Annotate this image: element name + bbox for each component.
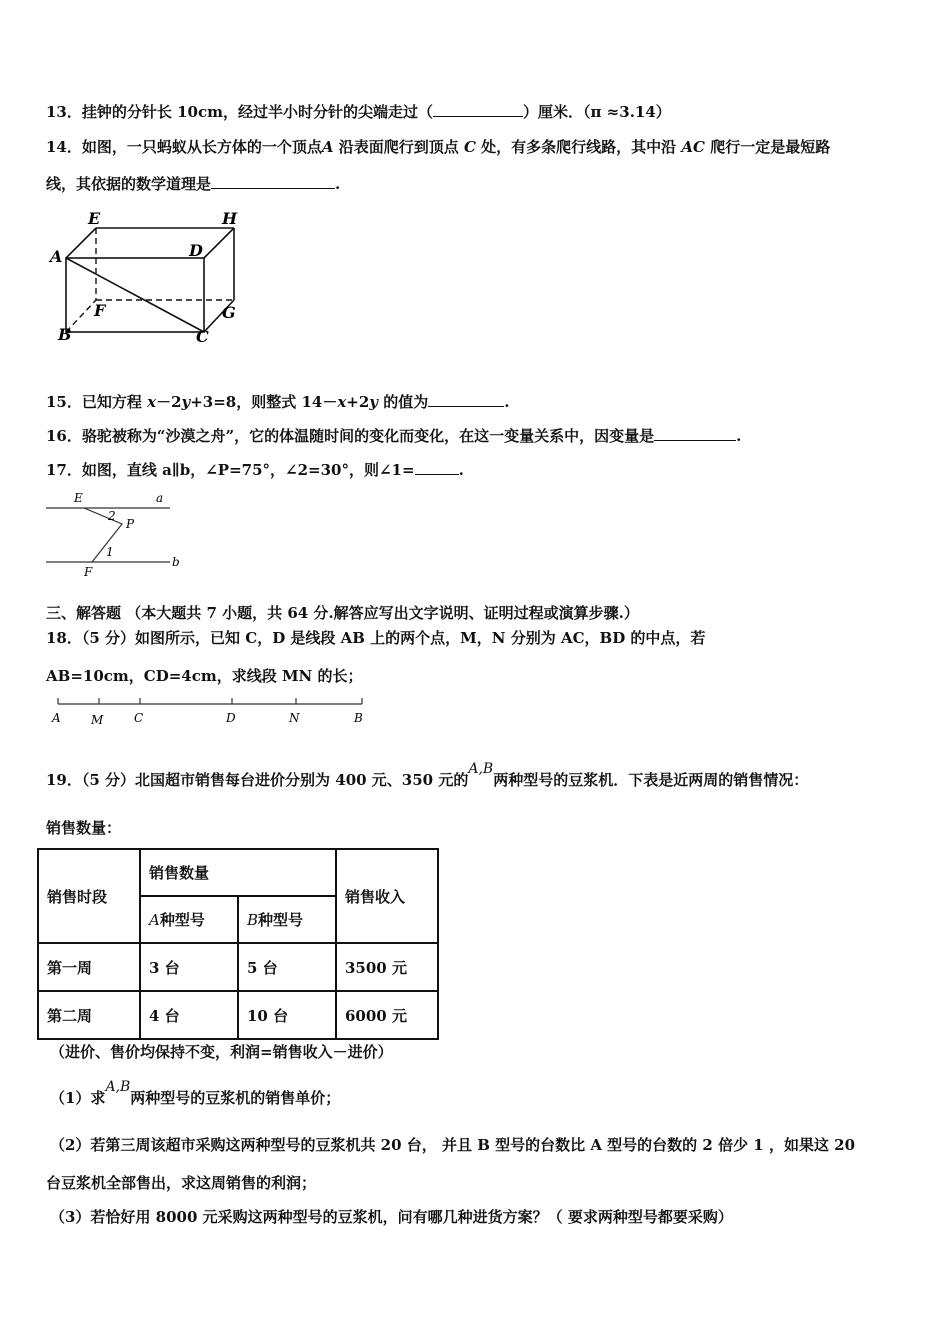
q15-eq-part2: －2: [156, 393, 182, 411]
label-e: E: [88, 209, 101, 228]
q14-line2-text: 线，其依据的数学道理是: [46, 175, 212, 193]
segment-figure: [44, 692, 374, 732]
q14-point-a: A: [321, 138, 334, 156]
question-14-line1: [46, 137, 830, 157]
question-15: [46, 392, 509, 412]
question-14-line2: [46, 174, 340, 194]
row1-income: 3500 元: [336, 943, 438, 991]
label-a: a: [156, 491, 164, 505]
label-angle-2: 2: [108, 509, 116, 523]
q14-answer-blank[interactable]: [211, 174, 335, 189]
cuboid-figure: [44, 208, 254, 348]
q15-expr-part6: +2: [346, 393, 370, 411]
label-c: C: [196, 327, 209, 346]
sub-question-2-line2: 台豆浆机全部售出，求这周销售的利润；: [46, 1174, 317, 1192]
q17-end: .: [458, 461, 464, 479]
header-income: 销售收入: [336, 849, 438, 943]
type-a-letter: A: [149, 911, 160, 929]
sub-question-3: （3）若恰好用 8000 元采购这两种型号的豆浆机，问有哪几种进货方案？（ 要求两种型号都要采购）: [50, 1208, 733, 1226]
sub1-ab-symbol: A,B: [105, 1079, 131, 1095]
label-n: N: [289, 711, 300, 725]
q15-expr-x: x: [337, 393, 347, 411]
label-m: M: [91, 713, 104, 727]
q19-text-after: 两种型号的豆浆机．下表是近两周的销售情况：: [493, 771, 809, 789]
q15-expr-y: y: [369, 393, 379, 411]
q14-text-end: 爬行一定是最短路: [704, 138, 831, 156]
question-13: [46, 102, 671, 122]
q16-end: .: [736, 427, 742, 445]
label-p: P: [126, 517, 135, 531]
sub1-text: （1）求: [50, 1089, 106, 1107]
q13-answer-blank[interactable]: [433, 102, 523, 117]
q14-text: 14．如图，一只蚂蚁从长方体的一个顶点: [46, 138, 322, 156]
q13-text-after: ）厘米．（π ≈3.14）: [522, 103, 671, 121]
q15-answer-blank[interactable]: [428, 392, 504, 407]
label-b: b: [172, 555, 180, 569]
q14-line2-end: .: [335, 175, 341, 193]
label-e: E: [74, 491, 83, 505]
label-a: A: [52, 711, 61, 725]
type-b-label: 种型号: [258, 911, 304, 929]
question-18-line2: AB=10cm，CD=4cm，求线段 MN 的长；: [46, 667, 363, 685]
question-16: [46, 426, 741, 446]
label-d: D: [189, 241, 203, 260]
section-3-heading: 三、解答题 （本大题共 7 小题，共 64 分.解答应写出文字说明、证明过程或演算步骤.）: [46, 604, 639, 622]
table-note: （进价、售价均保持不变，利润=销售收入－进价）: [50, 1043, 393, 1061]
q15-eq-y: y: [181, 393, 191, 411]
q16-answer-blank[interactable]: [654, 426, 736, 441]
q14-segment-ac: AC: [681, 138, 705, 156]
parallel-lines-figure: [44, 488, 189, 580]
q14-point-c: C: [463, 138, 476, 156]
q15-text-value: 的值为: [378, 393, 429, 411]
row1-b: 5 台: [238, 943, 336, 991]
type-a-label: 种型号: [159, 911, 205, 929]
q19-ab-symbol: A,B: [468, 761, 494, 777]
q14-text-mid2: 处，有多条爬行线路，其中沿: [475, 138, 682, 156]
q13-text-before: 13．挂钟的分针长 10cm，经过半小时分针的尖端走过（: [46, 103, 433, 121]
header-quantity: 销售数量: [140, 849, 336, 896]
label-angle-1: 1: [106, 545, 114, 559]
question-17: [46, 460, 464, 480]
q15-text: 15．已知方程: [46, 393, 148, 411]
row2-income: 6000 元: [336, 991, 438, 1039]
header-type-b: [238, 896, 336, 943]
label-b: B: [354, 711, 363, 725]
q14-text-mid1: 沿表面爬行到顶点: [333, 138, 464, 156]
table-row: [38, 943, 438, 991]
type-b-letter: B: [247, 911, 259, 929]
label-d: D: [226, 711, 236, 725]
q15-eq-part4: +3=8，则整式 14－: [190, 393, 338, 411]
label-b: B: [58, 325, 72, 344]
sub-question-2-line1: （2）若第三周该超市采购这两种型号的豆浆机共 20 台， 并且 B 型号的台数比 A 型号的台数的 2 倍少 1 ，如果这 20: [50, 1136, 856, 1154]
row1-a: 3 台: [140, 943, 238, 991]
row2-period: 第二周: [38, 991, 140, 1039]
q19-text: 19．（5 分）北国超市销售每台进价分别为 400 元、350 元的: [46, 771, 469, 789]
header-type-a: [140, 896, 238, 943]
header-period: 销售时段: [38, 849, 140, 943]
label-f: F: [94, 301, 106, 320]
label-f: F: [84, 565, 93, 579]
question-18-line1: 18．（5 分）如图所示，已知 C，D 是线段 AB 上的两个点，M，N 分别为 AC，BD 的中点，若: [46, 629, 706, 647]
table-row: [38, 991, 438, 1039]
label-c: C: [134, 711, 144, 725]
q15-eq-x: x: [147, 393, 157, 411]
row2-a: 4 台: [140, 991, 238, 1039]
sub1-text-after: 两种型号的豆浆机的销售单价；: [130, 1089, 341, 1107]
sales-table: [37, 848, 439, 1040]
label-a: A: [50, 247, 63, 266]
row1-period: 第一周: [38, 943, 140, 991]
label-g: G: [222, 303, 236, 322]
q15-end: .: [504, 393, 510, 411]
question-19: [46, 761, 809, 791]
row2-b: 10 台: [238, 991, 336, 1039]
q16-text: 16．骆驼被称为“沙漠之舟”，它的体温随时间的变化而变化，在这一变量关系中，因变量是: [46, 427, 655, 445]
sub-question-1: [50, 1079, 341, 1109]
label-h: H: [222, 209, 238, 228]
q17-text: 17．如图，直线 a∥b，∠P=75°，∠2=30°，则∠1=: [46, 461, 415, 479]
q17-answer-blank[interactable]: [415, 460, 459, 475]
table-caption: 销售数量：: [46, 819, 122, 837]
